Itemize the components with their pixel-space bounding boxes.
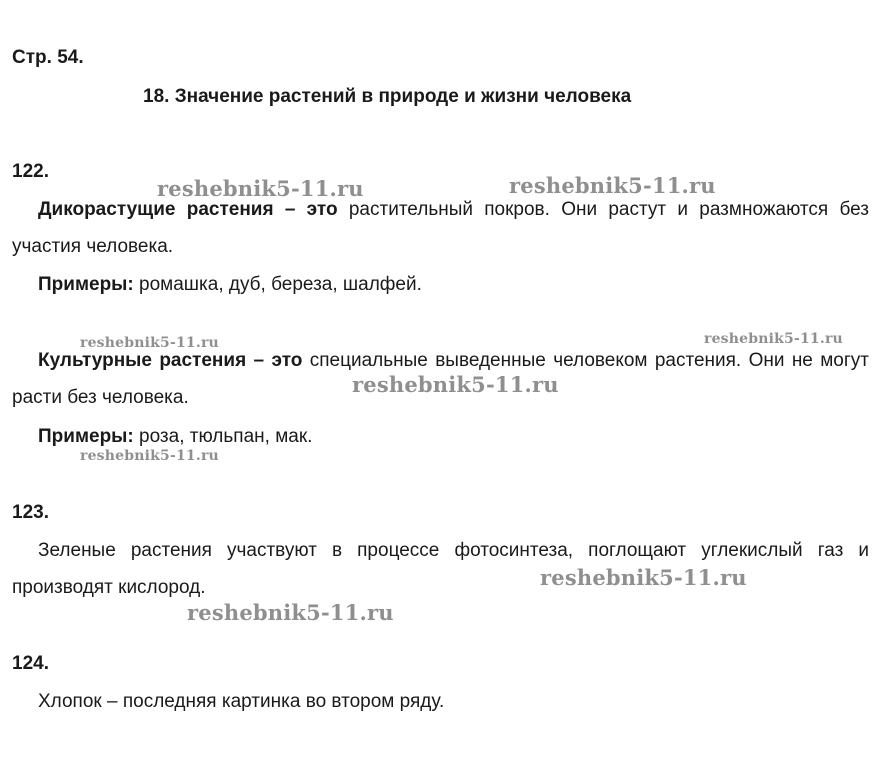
watermark: reshebnik5-11.ru bbox=[540, 565, 747, 590]
section-heading: 18. Значение растений в природе и жизни человека bbox=[143, 86, 632, 107]
task-number-124: 124. bbox=[12, 653, 49, 674]
task-number-123: 123. bbox=[12, 502, 49, 523]
watermark: reshebnik5-11.ru bbox=[704, 331, 843, 347]
task-124-answer: Хлопок – последняя картинка во втором ряду. bbox=[38, 691, 445, 712]
watermark: reshebnik5-11.ru bbox=[157, 176, 364, 201]
cultivated-plants-examples bbox=[38, 426, 312, 448]
task-123-text: Зеленые растения участвуют в процессе фотосинтеза, поглощают углекислый газ и производят кислород. bbox=[12, 540, 869, 598]
watermark: reshebnik5-11.ru bbox=[80, 335, 219, 351]
wild-examples-label: Примеры: bbox=[38, 274, 134, 295]
cultivated-examples-text: роза, тюльпан, мак. bbox=[133, 426, 313, 447]
watermark: reshebnik5-11.ru bbox=[80, 448, 219, 464]
cultivated-examples-label: Примеры: bbox=[38, 426, 134, 447]
wild-plants-definition bbox=[12, 191, 869, 265]
wild-plants-term: Дикорастущие растения – это bbox=[38, 199, 338, 220]
cultivated-plants-text: специальные выведенные человеком растения. Они не могут расти без человека. bbox=[12, 350, 869, 408]
watermark: reshebnik5-11.ru bbox=[509, 173, 716, 198]
wild-examples-text: ромашка, дуб, береза, шалфей. bbox=[133, 274, 422, 295]
task-number-122: 122. bbox=[12, 161, 49, 182]
cultivated-plants-term: Культурные растения – это bbox=[38, 350, 303, 371]
page-reference: Стр. 54. bbox=[12, 47, 84, 68]
watermark: reshebnik5-11.ru bbox=[352, 372, 559, 397]
wild-plants-examples bbox=[38, 274, 422, 296]
watermark: reshebnik5-11.ru bbox=[187, 600, 394, 625]
wild-plants-text: растительный покров. Они растут и размножаются без участия человека. bbox=[12, 199, 869, 257]
